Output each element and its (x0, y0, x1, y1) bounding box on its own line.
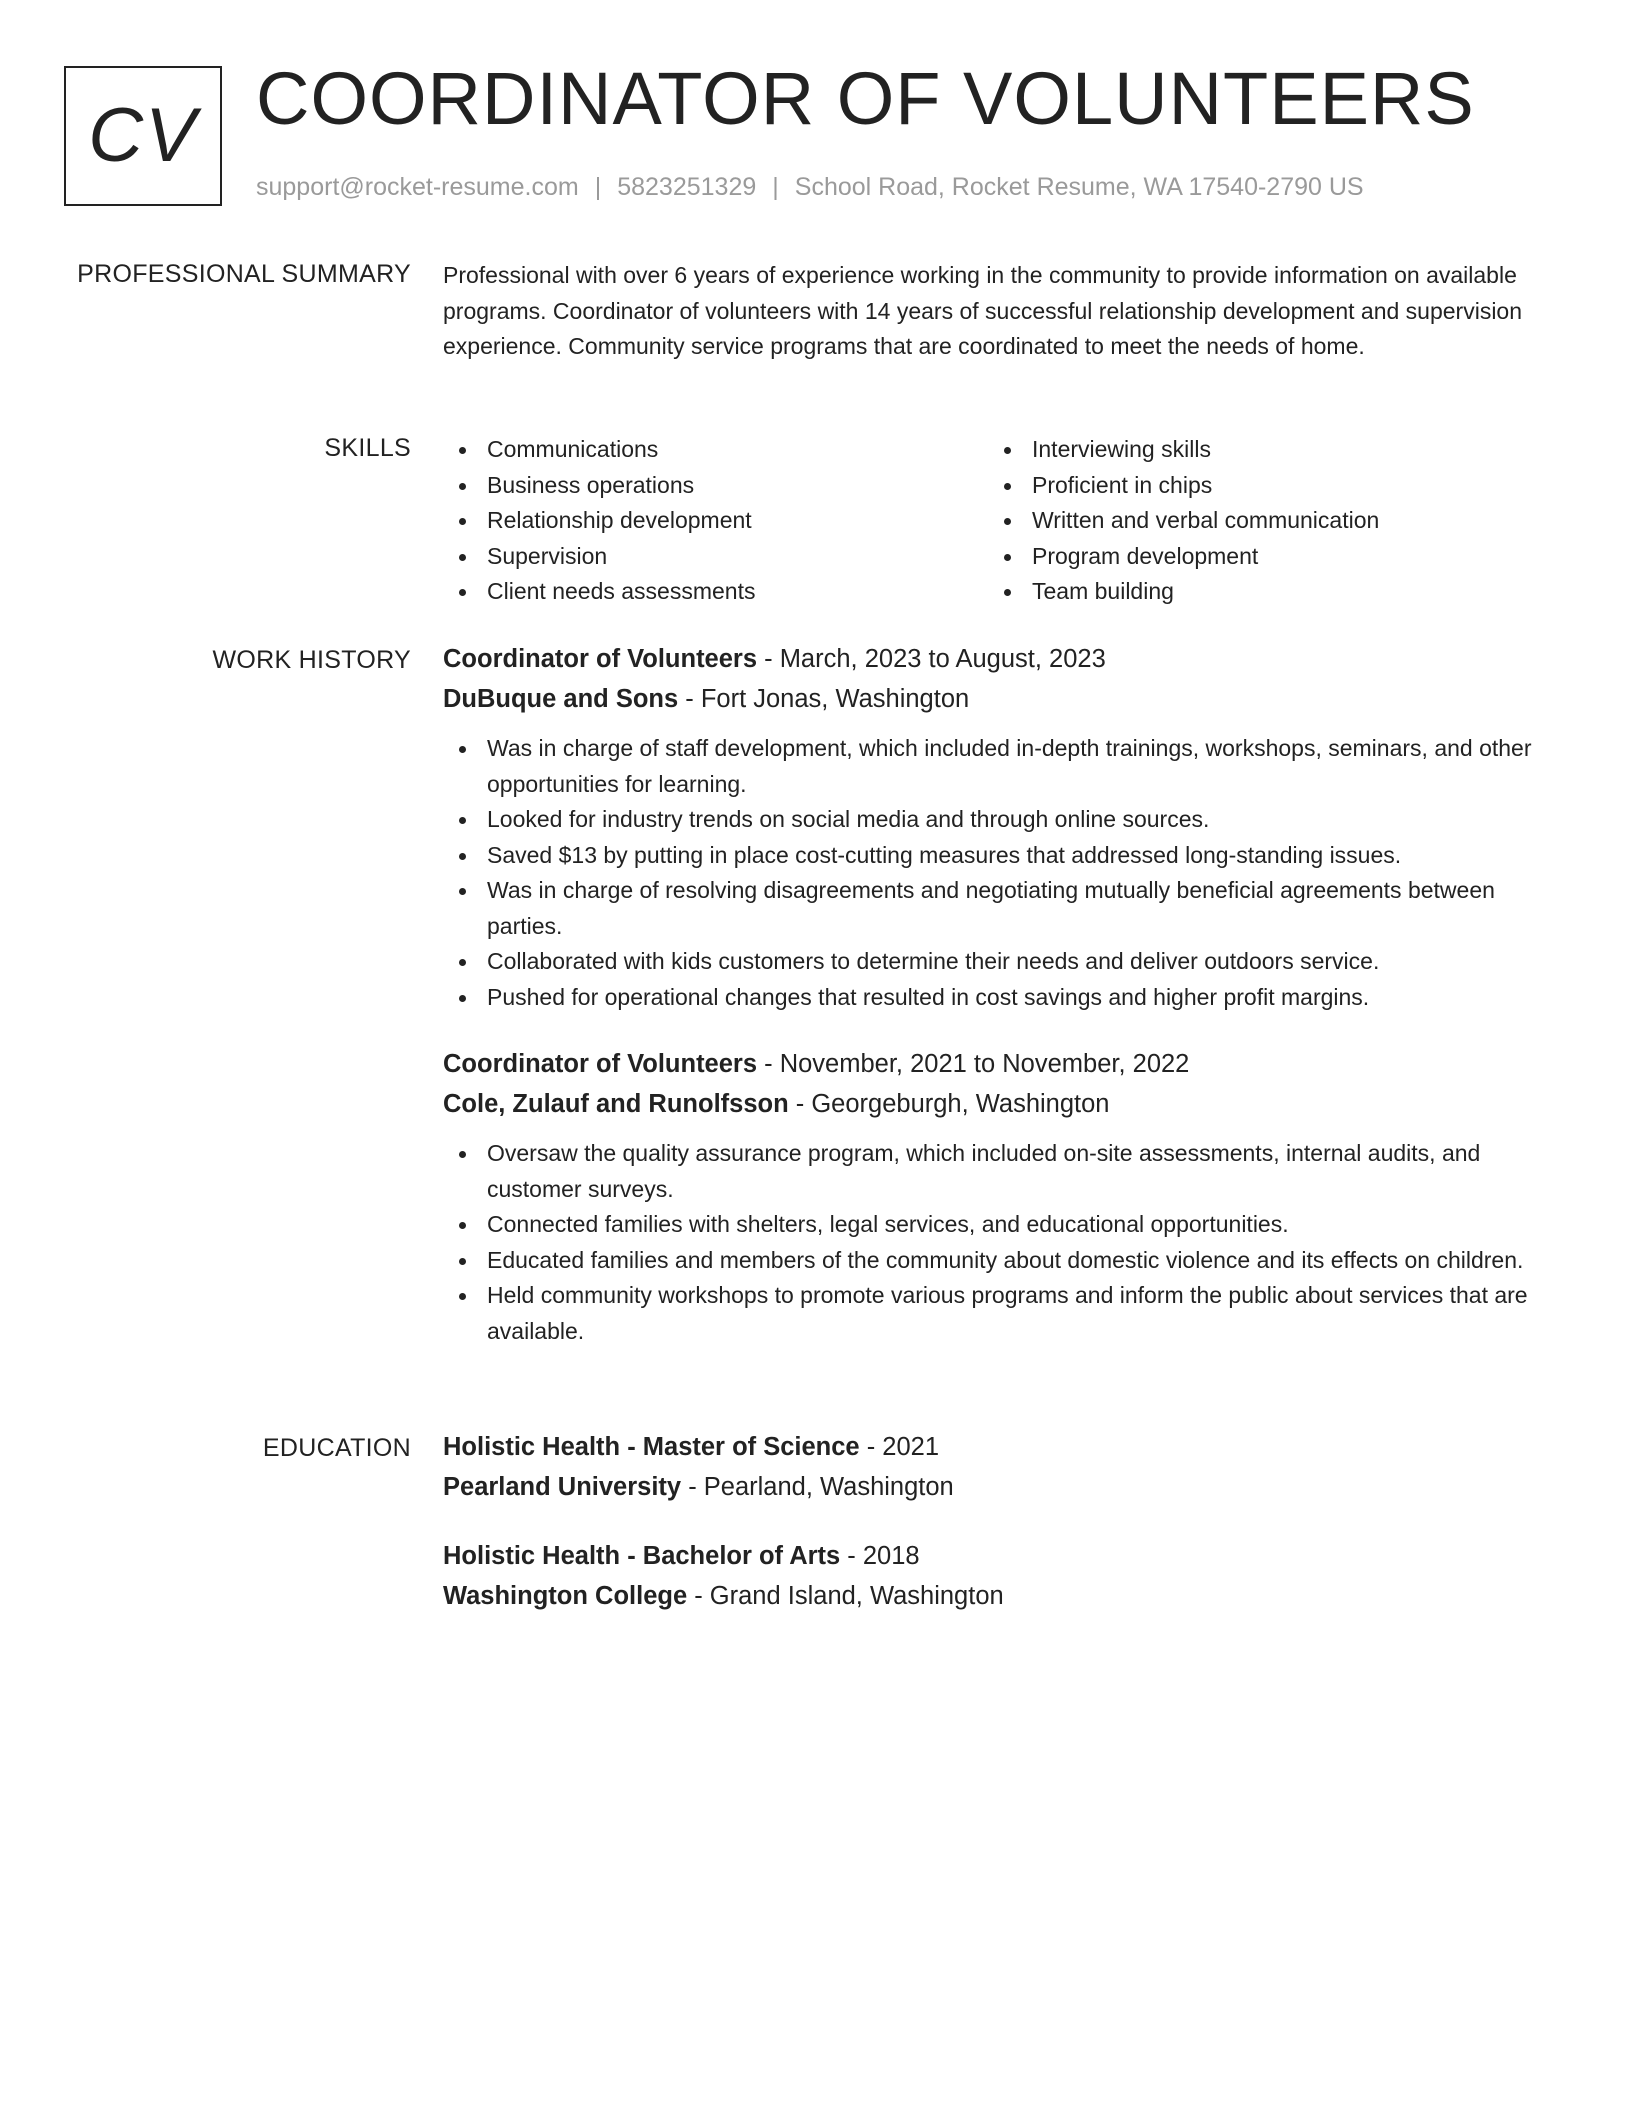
skill-item: Interviewing skills (988, 432, 1533, 468)
skill-item: Written and verbal communication (988, 503, 1533, 539)
degree-name: Holistic Health - Bachelor of Arts (443, 1542, 841, 1570)
job-title: Coordinator of Volunteers (443, 645, 758, 673)
degree-name: Holistic Health - Master of Science (443, 1433, 860, 1461)
contact-phone: 5823251329 (617, 173, 757, 201)
school-name: Washington College (443, 1581, 688, 1610)
skill-item: Proficient in chips (988, 468, 1533, 504)
school-line (443, 1468, 1553, 1508)
job-bullet: Looked for industry trends on social media and through online sources. (443, 802, 1553, 838)
job-title-line (443, 1045, 1553, 1085)
education-label: EDUCATION (262, 1434, 411, 1462)
skill-item: Program development (988, 539, 1533, 575)
work-history-label: WORK HISTORY (212, 646, 411, 674)
job-company-line (443, 1085, 1553, 1125)
summary-label: PROFESSIONAL SUMMARY (77, 260, 411, 288)
skill-item: Relationship development (443, 503, 988, 539)
skills-columns (443, 432, 1553, 610)
job-company: DuBuque and Sons (443, 684, 679, 713)
skill-item: Client needs assessments (443, 574, 988, 610)
degree-year: - 2021 (859, 1433, 940, 1461)
cv-logo (64, 66, 222, 206)
summary-text: Professional with over 6 years of experience working in the community to provide information on available programs. Coordinator of volunteers with 14 years of successful relationship development and supervision experience. Community service programs that are coordinated to meet the needs of home. (443, 262, 1523, 359)
job-bullet: Saved $13 by putting in place cost-cutting measures that addressed long-standing issues. (443, 838, 1553, 874)
job-bullet: Held community workshops to promote various programs and inform the public about services that are available. (443, 1278, 1553, 1349)
job-bullet: Pushed for operational changes that resulted in cost savings and higher profit margins. (443, 980, 1553, 1016)
job-bullet: Collaborated with kids customers to determine their needs and deliver outdoors service. (443, 944, 1553, 980)
skills-column-right (988, 432, 1533, 610)
work-history-body (443, 640, 1553, 1349)
school-name: Pearland University (443, 1472, 682, 1501)
skills-label: SKILLS (324, 434, 411, 462)
skill-item: Team building (988, 574, 1533, 610)
job-company: Cole, Zulauf and Runolfsson (443, 1089, 789, 1118)
job-bullet: Educated families and members of the community about domestic violence and its effects on children. (443, 1243, 1553, 1279)
school-location: - Grand Island, Washington (687, 1581, 1004, 1610)
job-bullet: Connected families with shelters, legal services, and educational opportunities. (443, 1207, 1553, 1243)
degree-line (443, 1537, 1553, 1577)
skills-body (443, 432, 1553, 610)
contact-separator: | (772, 173, 779, 201)
job-title-line (443, 640, 1553, 680)
school-location: - Pearland, Washington (681, 1472, 954, 1501)
contact-line (256, 172, 1364, 202)
degree-year: - 2018 (840, 1542, 920, 1570)
education-entry (443, 1428, 1553, 1507)
education-body (443, 1428, 1553, 1616)
job-location: - Fort Jonas, Washington (678, 684, 970, 713)
school-line (443, 1577, 1553, 1617)
contact-separator: | (594, 173, 602, 201)
education-entry (443, 1537, 1553, 1616)
job-location: - Georgeburgh, Washington (788, 1089, 1110, 1118)
skill-item: Business operations (443, 468, 988, 504)
job-dates: - November, 2021 to November, 2022 (757, 1050, 1190, 1078)
skills-column-left (443, 432, 988, 610)
job-company-line (443, 680, 1553, 720)
skill-item: Communications (443, 432, 988, 468)
summary-body (443, 258, 1553, 365)
contact-address: School Road, Rocket Resume, WA 17540-2790 US (794, 173, 1364, 201)
job-bullet: Was in charge of resolving disagreements and negotiating mutually beneficial agreements between parties. (443, 873, 1553, 944)
job-bullets (443, 731, 1553, 1015)
resume-title: COORDINATOR OF VOLUNTEERS (256, 57, 1475, 140)
job-bullet: Oversaw the quality assurance program, which included on-site assessments, internal audits, and customer surveys. (443, 1136, 1553, 1207)
job-bullets (443, 1136, 1553, 1349)
contact-email: support@rocket-resume.com (256, 173, 579, 201)
cv-logo-text: CV (88, 93, 198, 178)
job-title: Coordinator of Volunteers (443, 1050, 758, 1078)
skill-item: Supervision (443, 539, 988, 575)
job-dates: - March, 2023 to August, 2023 (757, 645, 1106, 673)
degree-line (443, 1428, 1553, 1468)
job-entry (443, 640, 1553, 1015)
job-entry (443, 1045, 1553, 1349)
job-bullet: Was in charge of staff development, which included in-depth trainings, workshops, seminars, and other opportunities for learning. (443, 731, 1553, 802)
